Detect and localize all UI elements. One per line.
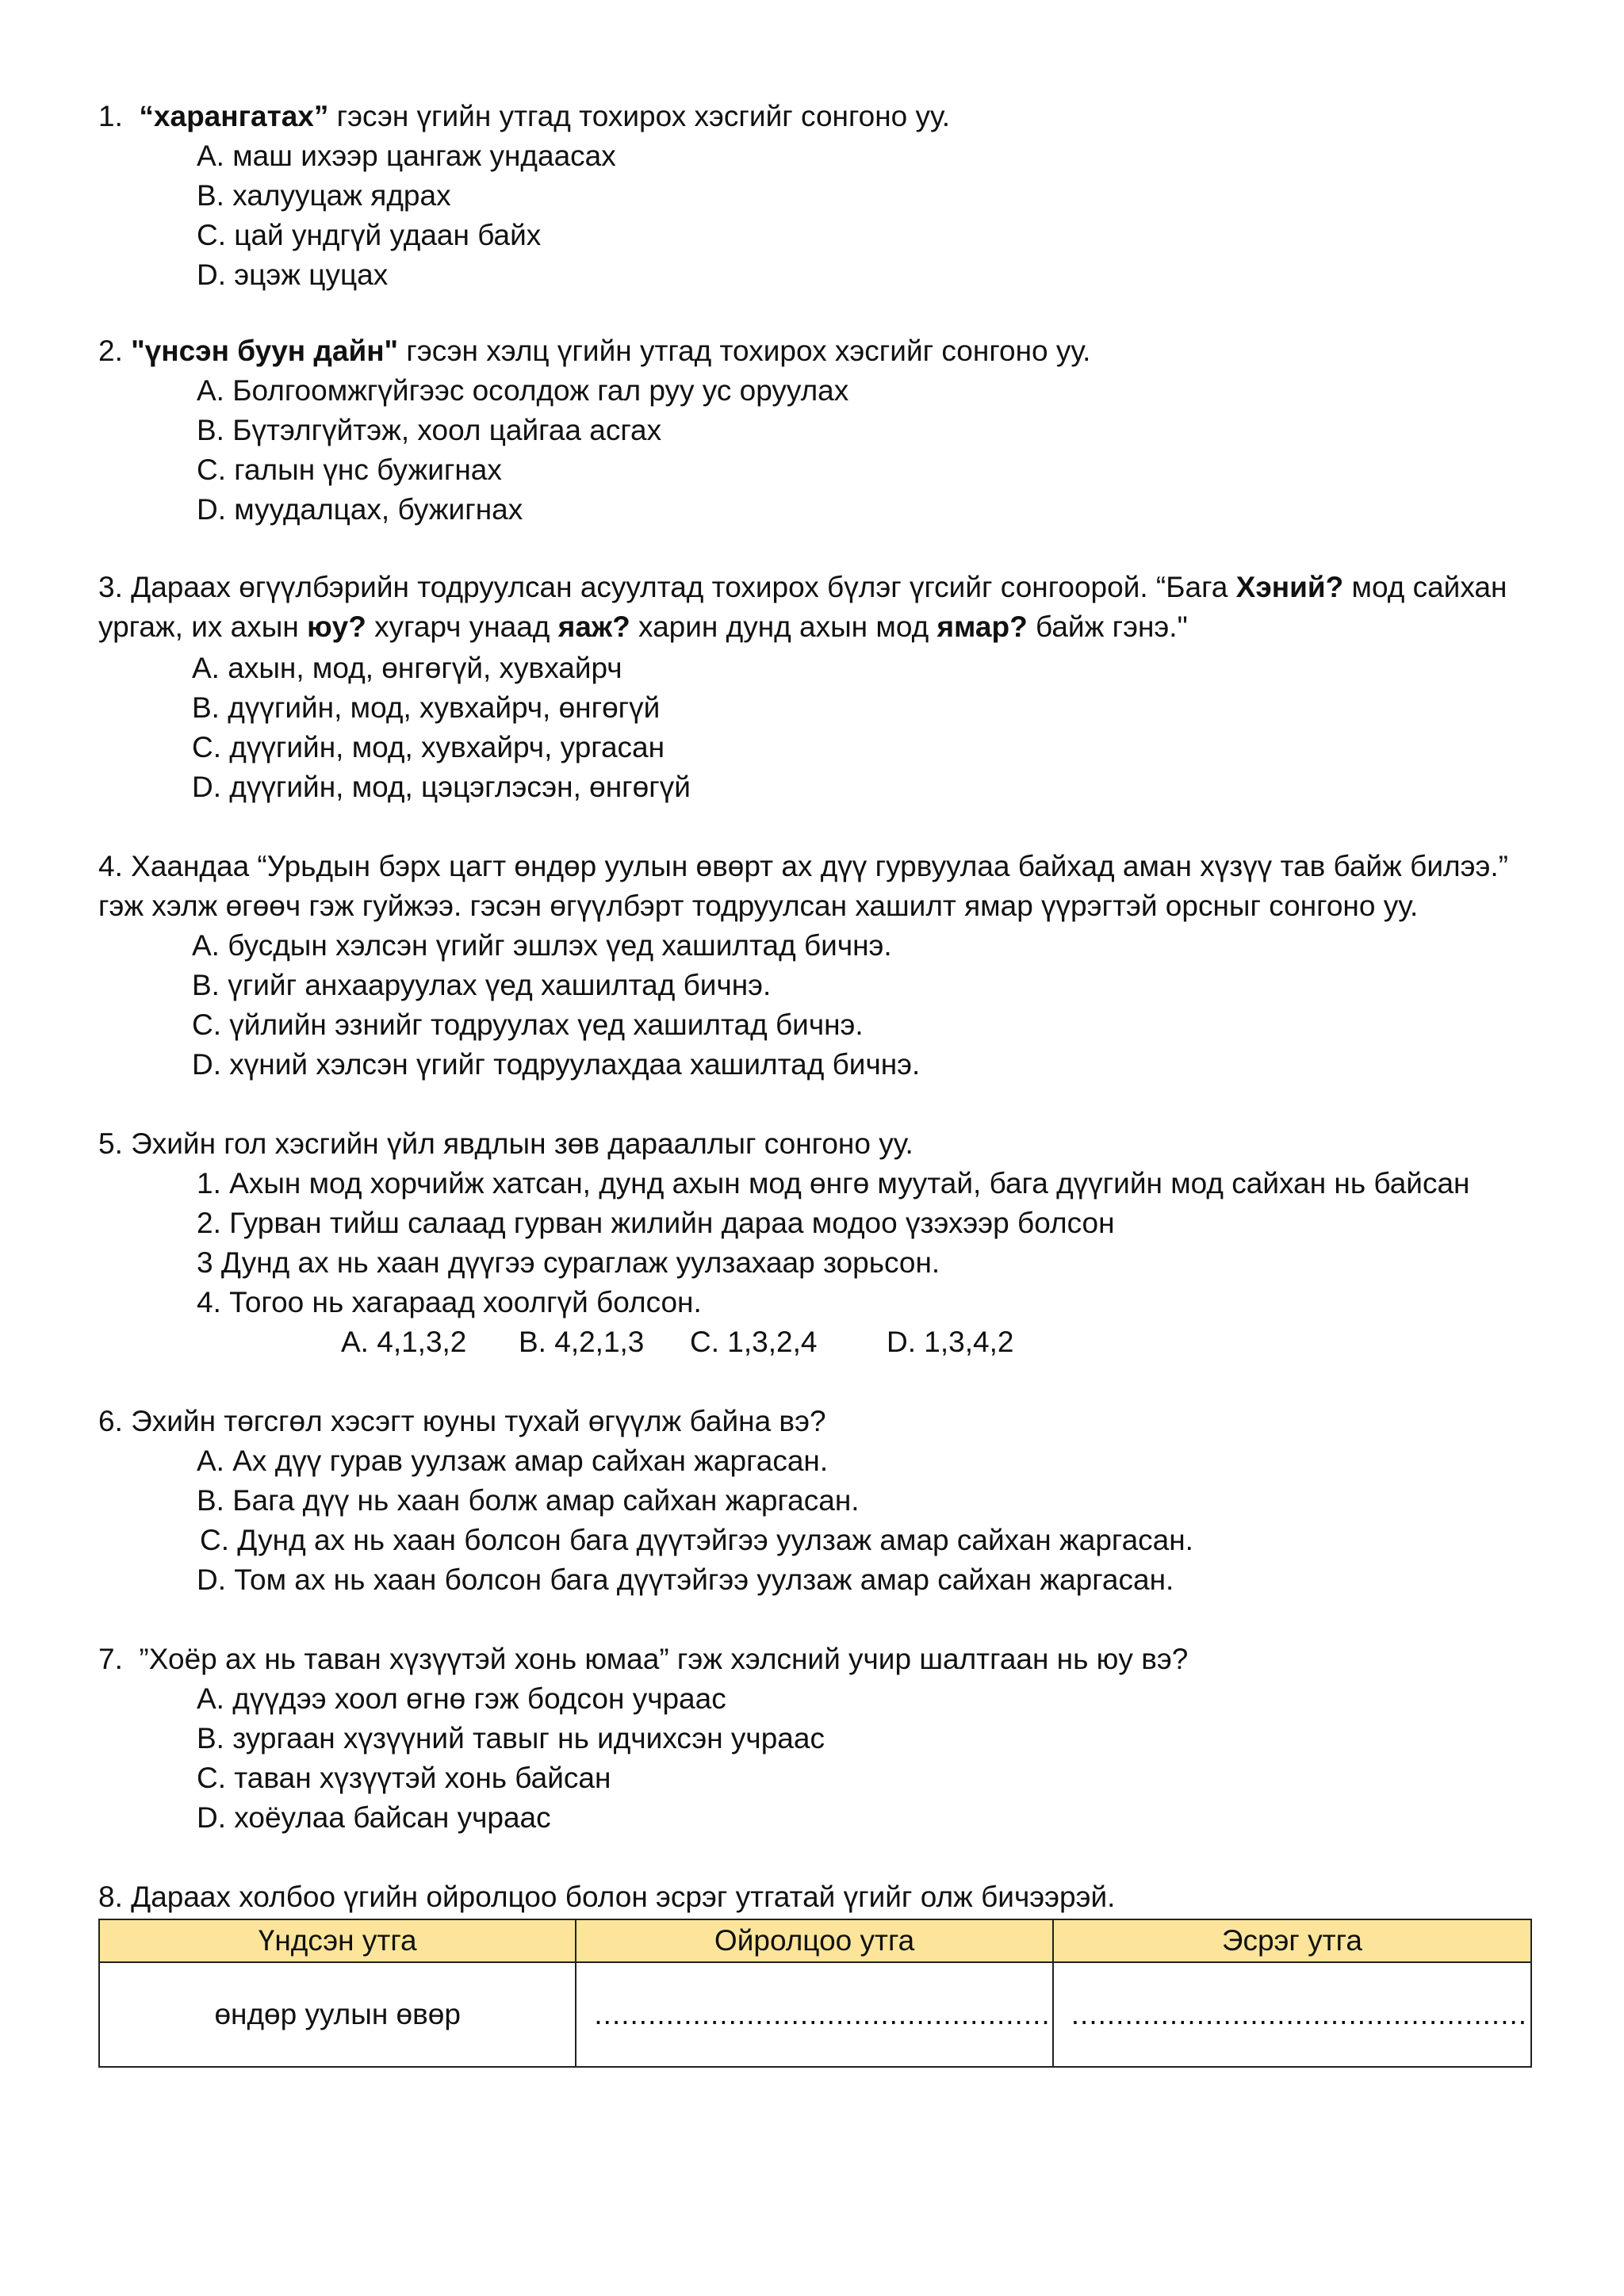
- q7-option-d: D. хоёулаа байсан учраас: [197, 1801, 551, 1834]
- q4-option-a: A. бусдын хэлсэн үгийг эшлэх үед хашилтад бичнэ.: [192, 929, 892, 962]
- question-stem: ”Хоёр ах нь таван хүзүүтэй хонь юмаа” гэж хэлсний учир шалтгаан нь юу вэ?: [139, 1643, 1189, 1675]
- q2-option-c: C. галын үнс бужигнах: [197, 453, 502, 486]
- question-3-line-2: [98, 607, 1542, 647]
- question-3: [98, 568, 1542, 607]
- q3-option-d: D. дүүгийн, мод, цэцэглэсэн, өнгөгүй: [192, 771, 691, 803]
- question-4-line-2: гэж хэлж өгөөч гэж гуйжээ. гэсэн өгүүлбэрт тодруулсан хашилт ямар үүрэгтэй орсныг сонгоно уу.: [98, 890, 1419, 922]
- question-stem: Эхийн гол хэсгийн үйл явдлын зөв дарааллыг сонгоно уу.: [131, 1127, 914, 1160]
- q5-item-1: 1. Ахын мод хорчийж хатсан, дунд ахын мод өнгө муутай, бага дүүгийн мод сайхан нь байсан: [197, 1167, 1470, 1200]
- question-number: 6.: [98, 1405, 123, 1437]
- question-7: [98, 1640, 1542, 1679]
- question-number: 1.: [98, 100, 123, 132]
- q1-option-d: D. эцэж цуцах: [197, 258, 389, 291]
- question-number: 5.: [98, 1127, 123, 1160]
- question-keyword: Хэний?: [1235, 571, 1344, 603]
- question-number: 4.: [98, 850, 123, 882]
- question-6: [98, 1402, 1542, 1441]
- q7-option-b: B. зургаан хүзүүний тавыг нь идчихсэн учраас: [197, 1722, 825, 1755]
- header-antonym: Эсрэг утга: [1053, 1919, 1531, 1962]
- header-synonym: Ойролцоо утга: [576, 1919, 1052, 1962]
- cell-antonym-blank[interactable]: ...................................................: [1053, 1962, 1531, 2067]
- question-keyword: юу?: [307, 610, 366, 643]
- table-header-row: [99, 1919, 1531, 1962]
- q6-option-c: C. Дунд ах нь хаан болсон бага дүүтэйгээ уулзаж амар сайхан жаргасан.: [200, 1524, 1193, 1556]
- question-2: [98, 331, 1542, 371]
- question-stem-part: ургаж, их ахын: [98, 610, 308, 643]
- question-stem: Хаандаа “Урьдын бэрх цагт өндөр уулын өвөрт ах дүү гурвуулаа байхад аман хүзүү тав байж билээ.”: [131, 850, 1508, 882]
- q3-option-b: B. дүүгийн, мод, хувхайрч, өнгөгүй: [192, 691, 661, 724]
- cell-synonym-blank[interactable]: ...................................................: [576, 1962, 1052, 2067]
- q3-option-c: C. дүүгийн, мод, хувхайрч, ургасан: [192, 731, 665, 763]
- q5-option-d: D. 1,3,4,2: [887, 1326, 1014, 1358]
- question-8: [98, 1877, 1542, 1917]
- q4-option-d: D. хүний хэлсэн үгийг тодруулахдаа хашилтад бичнэ.: [192, 1048, 921, 1081]
- question-stem: гэсэн үгийн утгад тохирох хэсгийг сонгоно уу.: [328, 100, 951, 132]
- question-stem: Эхийн төгсгөл хэсэгт юуны тухай өгүүлж байна вэ?: [131, 1405, 826, 1437]
- q5-option-b: B. 4,2,1,3: [519, 1326, 645, 1358]
- q2-option-d: D. муудалцах, бужигнах: [197, 493, 523, 526]
- q2-option-a: A. Болгоомжгүйгээс осолдож гал руу ус оруулах: [197, 374, 849, 407]
- question-number: 3.: [98, 571, 123, 603]
- question-5: [98, 1124, 1542, 1164]
- q5-item-4: 4. Тогоо нь хагараад хоолгүй болсон.: [197, 1286, 702, 1318]
- q6-option-a: A. Ах дүү гурав уулзаж амар сайхан жаргасан.: [197, 1445, 829, 1477]
- q4-option-b: B. үгийг анхааруулах үед хашилтад бичнэ.: [192, 969, 772, 1001]
- q1-option-a: A. маш ихээр цангаж ундаасах: [197, 140, 616, 172]
- question-stem: гэсэн хэлц үгийн утгад тохирох хэсгийг сонгоно уу.: [398, 335, 1091, 367]
- q1-option-b: B. халууцаж ядрах: [197, 179, 451, 212]
- cell-base-phrase: өндөр уулын өвөр: [99, 1962, 576, 2067]
- q5-option-c: C. 1,3,2,4: [690, 1326, 818, 1358]
- question-stem-part: байж гэнэ.": [1027, 610, 1188, 643]
- q3-option-a: A. ахын, мод, өнгөгүй, хувхайрч: [192, 652, 622, 684]
- question-keyword: ямар?: [936, 610, 1028, 643]
- question-4: [98, 847, 1542, 886]
- q5-item-3: 3 Дунд ах нь хаан дүүгээ сураглаж уулзахаар зорьсон.: [197, 1246, 940, 1279]
- question-number: 8.: [98, 1881, 123, 1913]
- question-stem-part: хугарч унаад: [366, 610, 558, 643]
- q7-option-c: C. таван хүзүүтэй хонь байсан: [197, 1762, 611, 1794]
- q2-option-b: B. Бүтэлгүйтэж, хоол цайгаа асгах: [197, 414, 662, 446]
- table-row: [99, 1962, 1531, 2067]
- question-number: 2.: [98, 335, 123, 367]
- question-stem: Дараах холбоо үгийн ойролцоо болон эсрэг утгатай үгийг олж бичээрэй.: [131, 1881, 1116, 1913]
- q6-option-b: B. Бага дүү нь хаан болж амар сайхан жаргасан.: [197, 1484, 860, 1517]
- question-stem-part: харин дунд ахын мод: [630, 610, 937, 643]
- question-keyword: “харангатах”: [139, 100, 329, 132]
- question-1: [98, 97, 1542, 136]
- q1-option-c: C. цай ундгүй удаан байх: [197, 219, 542, 251]
- q6-option-d: D. Том ах нь хаан болсон бага дүүтэйгээ уулзаж амар сайхан жаргасан.: [197, 1563, 1174, 1596]
- header-base-meaning: Үндсэн утга: [99, 1919, 576, 1962]
- question-stem-part: мод сайхан: [1343, 571, 1507, 603]
- question-keyword: яаж?: [557, 610, 630, 643]
- q4-option-c: C. үйлийн эзнийг тодруулах үед хашилтад бичнэ.: [192, 1008, 864, 1041]
- question-number: 7.: [98, 1643, 123, 1675]
- q5-option-a: A. 4,1,3,2: [341, 1326, 467, 1358]
- question-keyword: "үнсэн буун дайн": [131, 335, 399, 367]
- vocabulary-table: [98, 1919, 1532, 2068]
- question-stem-part: Дараах өгүүлбэрийн тодруулсан асуултад тохирох бүлэг үгсийг сонгоорой. “Бага: [131, 571, 1236, 603]
- q5-item-2: 2. Гурван тийш салаад гурван жилийн дараа модоо үзэхээр болсон: [197, 1207, 1115, 1239]
- q7-option-a: A. дүүдээ хоол өгнө гэж бодсон учраас: [197, 1682, 726, 1715]
